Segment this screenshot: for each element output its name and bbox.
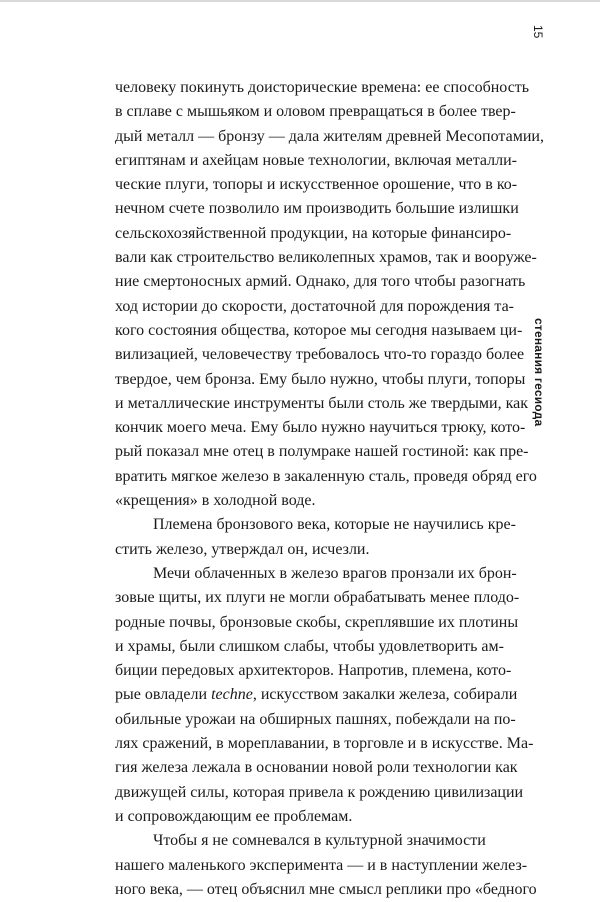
text-line: кончик моего меча. Ему было нужно научиться трюку, кото-: [115, 419, 526, 437]
top-edge-rule: [0, 0, 600, 2]
text-line: «крещения» в холодной воде.: [115, 492, 316, 510]
paragraph-first-line: Чтобы я не сомневался в культурной значимости: [153, 832, 486, 850]
paragraph-first-line: Мечи облаченных в железо врагов пронзали их брон-: [153, 564, 517, 582]
text-line: и храмы, были слишком слабы, чтобы удовлетворить ам-: [115, 637, 504, 655]
text-line: нечном счете позволило им производить большие излишки: [115, 200, 519, 218]
paragraph-first-line: Племена бронзового века, которые не научились кре-: [153, 516, 516, 534]
text-line: гия железа лежала в основании новой роли технологии как: [115, 759, 518, 777]
text-line: дый металл — бронзу — дала жителям древней Месопотамии,: [115, 127, 544, 145]
text-line: ние смертоносных армий. Однако, для того чтобы разогнать: [115, 273, 526, 291]
text-line: ческие плуги, топоры и искусственное орошение, что в ко-: [115, 176, 518, 194]
text-line: рый показал мне отец в полумраке нашей гостиной: как пре-: [115, 443, 529, 461]
text-line: вали как строительство великолепных храмов, так и вооруже-: [115, 249, 537, 267]
text-line: твердое, чем бронза. Ему было нужно, чтобы плуги, топоры: [115, 370, 526, 388]
text-line: стить железо, утверждал он, исчезли.: [115, 540, 370, 558]
text-line: вилизацией, человечеству требовалось что-то гораздо более: [115, 346, 525, 364]
text-segment: , искусством закалки железа, собирали: [252, 686, 518, 704]
text-line: биции передовых архитекторов. Напротив, племена, кото-: [115, 662, 512, 680]
text-line: родные почвы, бронзовые скобы, скреплявшие их плотины: [115, 613, 519, 631]
text-line: кого состояния общества, которое мы сегодня называем ци-: [115, 321, 523, 339]
text-line: египтянам и ахейцам новые технологии, включая металли-: [115, 151, 517, 169]
italic-term: techne: [211, 686, 253, 704]
text-line: и сопровождающим ее проблемам.: [115, 807, 353, 825]
text-line: человеку покинуть доисторические времена: ее способность: [115, 79, 530, 96]
running-head: стенания гесиода: [532, 318, 546, 427]
text-line: в сплаве с мышьяком и оловом превращаться в более твер-: [115, 103, 516, 121]
text-line: лях сражений, в мореплавании, в торговле и в искусстве. Ма-: [115, 735, 534, 753]
text-line: движущей силы, которая привела к рождению цивилизации: [115, 783, 524, 801]
text-line: [115, 683, 518, 707]
text-line: ход истории до скорости, достаточной для порождения та-: [115, 297, 514, 315]
text-segment: рые овладели: [115, 686, 212, 704]
text-line: сельскохозяйственной продукции, на которые финансиро-: [115, 224, 512, 242]
text-line: зовые щиты, их плуги не могли обрабатывать менее плодо-: [115, 589, 520, 607]
text-line: обильные урожаи на обширных пашнях, побеждали на по-: [115, 710, 516, 728]
text-line: нашего маленького эксперимента — и в наступлении желез-: [115, 856, 528, 874]
text-line: и металлические инструменты были столь же твердыми, как: [115, 394, 529, 412]
text-line: вратить мягкое железо в закаленную сталь, проведя обряд его: [115, 467, 537, 485]
page-number: 15: [531, 25, 545, 39]
text-line: ного века, — отец объяснил мне смысл реплики про «бедного: [115, 880, 537, 898]
